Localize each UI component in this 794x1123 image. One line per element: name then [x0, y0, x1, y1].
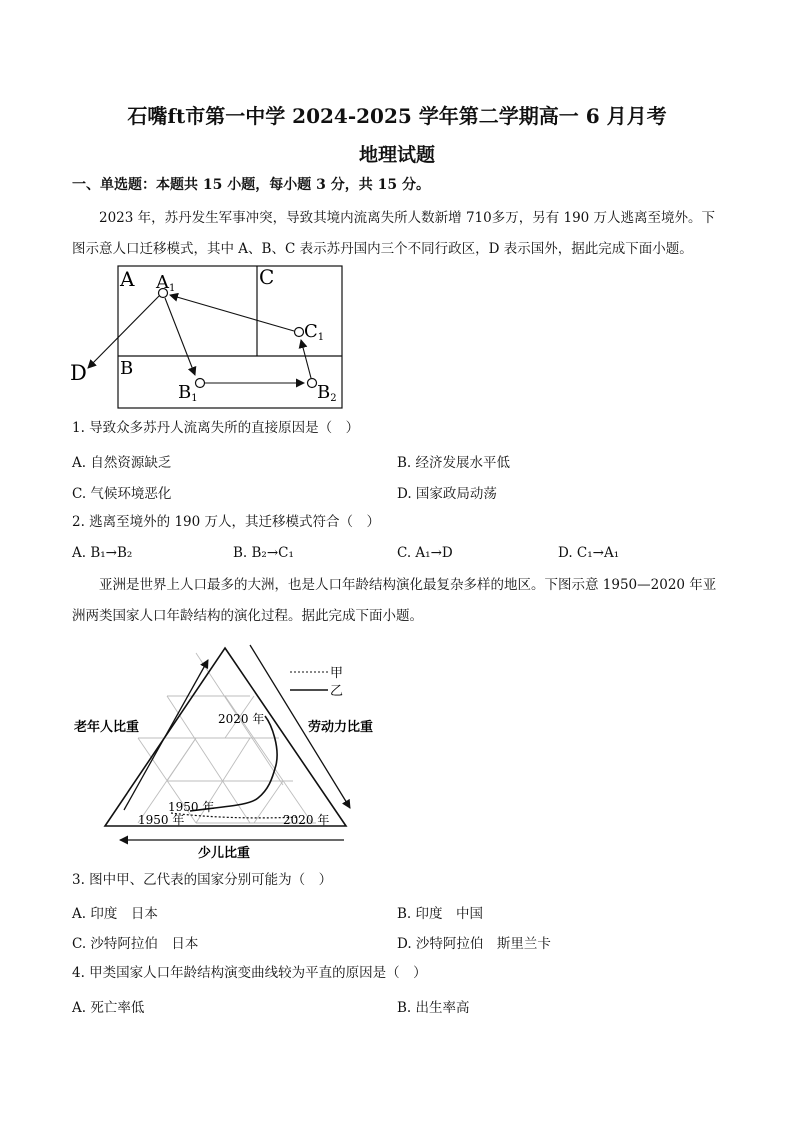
question-2-option-b[interactable]: B. B₂→C₁ [233, 545, 294, 561]
point-b1 [196, 379, 205, 388]
label-elderly-share: 老年人比重 [74, 720, 140, 735]
question-2-option-c[interactable]: C. A₁→D [397, 545, 453, 561]
question-1-option-a[interactable]: A. 自然资源缺乏 [72, 455, 172, 471]
question-3-option-d[interactable]: D. 沙特阿拉伯 斯里兰卡 [397, 936, 551, 952]
label-labor-share: 劳动力比重 [308, 720, 374, 735]
point-b2-label: B2 [317, 382, 337, 404]
question-4-option-b[interactable]: B. 出生率高 [397, 1000, 470, 1016]
question-1-option-c[interactable]: C. 气候环境恶化 [72, 486, 172, 502]
year-1950-jia: 1950 年 [138, 813, 185, 827]
region-c-label: C [259, 265, 275, 289]
passage-2 [72, 570, 732, 632]
arrow-b2-to-c1 [301, 340, 311, 378]
year-2020-jia: 2020 年 [283, 813, 330, 827]
year-2020-yi: 2020 年 [218, 712, 265, 726]
migration-diagram [60, 260, 360, 410]
passage-2-line-1: 亚洲是世界上人口最多的大洲，也是人口年龄结构演化最复杂多样的地区。下图示意 1950—2020 年亚 [99, 577, 717, 593]
passage-1-line-1: 2023 年，苏丹发生军事冲突，导致其境内流离失所人数新增 710多万，另有 190 万人逃离至境外。下 [99, 210, 716, 226]
region-d-label: D [70, 361, 87, 385]
question-2-option-a[interactable]: A. B₁→B₂ [72, 545, 133, 561]
legend-yi-label: 乙 [330, 684, 344, 699]
question-3-stem: 3. 图中甲、乙代表的国家分别可能为（ ） [72, 872, 333, 888]
arrow-elderly-share [124, 660, 208, 810]
point-c1-label: C1 [304, 321, 325, 343]
arrow-a1-to-b1 [165, 298, 195, 375]
point-b2 [308, 379, 317, 388]
page-title: 石嘴ft市第一中学 2024-2025 学年第二学期高一 6 月月考 [127, 104, 667, 128]
question-4-stem: 4. 甲类国家人口年龄结构演变曲线较为平直的原因是（ ） [72, 965, 427, 981]
page-subtitle: 地理试题 [358, 144, 435, 166]
passage-1 [72, 203, 732, 265]
question-2-option-d[interactable]: D. C₁→A₁ [558, 545, 620, 561]
arrow-c1-to-a1 [170, 295, 294, 331]
question-3-option-c[interactable]: C. 沙特阿拉伯 日本 [72, 936, 199, 952]
passage-1-line-2: 图示意人口迁移模式，其中 A、B、C 表示苏丹国内三个不同行政区，D 表示国外，据此完成下面小题。 [72, 241, 693, 257]
year-1950-yi: 1950 年 [168, 800, 215, 814]
region-a-label: A [120, 267, 135, 291]
question-2-stem: 2. 逃离至境外的 190 万人，其迁移模式符合（ ） [72, 514, 381, 530]
question-4-option-a[interactable]: A. 死亡率低 [72, 1000, 145, 1016]
label-child-share: 少儿比重 [198, 846, 251, 861]
point-b1-label: B1 [178, 382, 198, 404]
question-1-option-d[interactable]: D. 国家政局动荡 [397, 486, 497, 502]
passage-2-line-2: 洲两类国家人口年龄结构的演化过程。据此完成下面小题。 [72, 608, 423, 624]
question-3-option-a[interactable]: A. 印度 日本 [72, 906, 158, 922]
region-b-label: B [120, 358, 134, 379]
question-1-stem: 1. 导致众多苏丹人流离失所的直接原因是（ ） [72, 420, 360, 436]
section-heading: 一、单选题：本题共 15 小题，每小题 3 分，共 15 分。 [72, 177, 430, 193]
legend-jia-label: 甲 [330, 666, 344, 681]
point-c1 [295, 328, 304, 337]
age-structure-triangle-diagram [60, 630, 400, 870]
point-a1-label: A1 [156, 272, 176, 294]
question-3-option-b[interactable]: B. 印度 中国 [397, 906, 484, 922]
question-1-option-b[interactable]: B. 经济发展水平低 [397, 455, 511, 471]
